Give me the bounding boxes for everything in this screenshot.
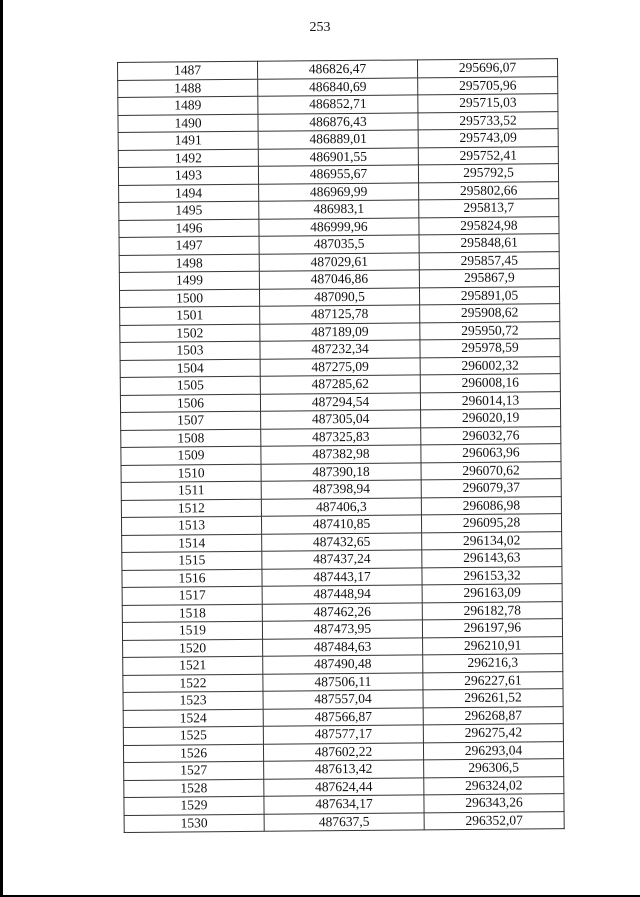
x-coordinate-cell: 487046,86 — [259, 270, 419, 289]
y-coordinate-cell: 296153,32 — [422, 566, 562, 585]
y-coordinate-cell: 295950,72 — [420, 321, 560, 340]
x-coordinate-cell: 486969,99 — [259, 182, 419, 201]
x-coordinate-cell: 487294,54 — [260, 392, 420, 411]
x-coordinate-cell: 487406,3 — [261, 497, 421, 516]
x-coordinate-cell: 487090,5 — [259, 287, 419, 306]
y-coordinate-cell: 296163,09 — [422, 584, 562, 603]
x-coordinate-cell: 487506,11 — [263, 672, 423, 691]
y-coordinate-cell: 295715,03 — [418, 94, 558, 113]
y-coordinate-cell: 295792,5 — [418, 164, 558, 183]
y-coordinate-cell: 295696,07 — [417, 59, 557, 78]
point-number-cell: 1503 — [120, 341, 260, 360]
y-coordinate-cell: 296095,28 — [421, 514, 561, 533]
x-coordinate-cell: 487232,34 — [260, 340, 420, 359]
point-number-cell: 1517 — [122, 586, 262, 605]
y-coordinate-cell: 295743,09 — [418, 129, 558, 148]
point-number-cell: 1487 — [118, 61, 258, 80]
y-coordinate-cell: 296275,42 — [423, 724, 563, 743]
point-number-cell: 1496 — [119, 219, 259, 238]
x-coordinate-cell: 487577,17 — [263, 725, 423, 744]
x-coordinate-cell: 487490,48 — [263, 655, 423, 674]
point-number-cell: 1500 — [119, 289, 259, 308]
y-coordinate-cell: 296324,02 — [424, 776, 564, 795]
y-coordinate-cell: 295813,7 — [419, 199, 559, 218]
point-number-cell: 1523 — [123, 691, 263, 710]
point-number-cell: 1520 — [123, 639, 263, 658]
y-coordinate-cell: 296343,26 — [424, 794, 564, 813]
point-number-cell: 1490 — [118, 114, 258, 133]
y-coordinate-cell: 296086,98 — [421, 496, 561, 515]
y-coordinate-cell: 296002,32 — [420, 356, 560, 375]
x-coordinate-cell: 487189,09 — [260, 322, 420, 341]
x-coordinate-cell: 486999,96 — [259, 217, 419, 236]
y-coordinate-cell: 295752,41 — [418, 146, 558, 165]
x-coordinate-cell: 487624,44 — [264, 777, 424, 796]
x-coordinate-cell: 486840,69 — [258, 77, 418, 96]
point-number-cell: 1521 — [123, 656, 263, 675]
x-coordinate-cell: 487613,42 — [264, 760, 424, 779]
point-number-cell: 1507 — [121, 411, 261, 430]
x-coordinate-cell: 487275,09 — [260, 357, 420, 376]
y-coordinate-cell: 296020,19 — [421, 409, 561, 428]
point-number-cell: 1494 — [119, 184, 259, 203]
x-coordinate-cell: 487437,24 — [262, 550, 422, 569]
x-coordinate-cell: 487410,85 — [261, 515, 421, 534]
point-number-cell: 1509 — [121, 446, 261, 465]
point-number-cell: 1530 — [124, 814, 264, 833]
y-coordinate-cell: 295908,62 — [420, 304, 560, 323]
x-coordinate-cell: 487462,26 — [262, 602, 422, 621]
y-coordinate-cell: 296197,96 — [422, 619, 562, 638]
point-number-cell: 1524 — [123, 709, 263, 728]
x-coordinate-cell: 487432,65 — [262, 532, 422, 551]
point-number-cell: 1498 — [119, 254, 259, 273]
point-number-cell: 1491 — [118, 131, 258, 150]
point-number-cell: 1514 — [122, 534, 262, 553]
y-coordinate-cell: 295978,59 — [420, 339, 560, 358]
point-number-cell: 1518 — [122, 604, 262, 623]
x-coordinate-cell: 487285,62 — [260, 375, 420, 394]
y-coordinate-cell: 296182,78 — [422, 601, 562, 620]
x-coordinate-cell: 487390,18 — [261, 462, 421, 481]
y-coordinate-cell: 296261,52 — [423, 689, 563, 708]
x-coordinate-cell: 487029,61 — [259, 252, 419, 271]
y-coordinate-cell: 296032,76 — [421, 426, 561, 445]
table-row — [124, 811, 564, 832]
x-coordinate-cell: 487448,94 — [262, 585, 422, 604]
point-number-cell: 1508 — [121, 429, 261, 448]
x-coordinate-cell: 487637,5 — [264, 812, 424, 831]
y-coordinate-cell: 296216,3 — [423, 654, 563, 673]
x-coordinate-cell: 487035,5 — [259, 235, 419, 254]
point-number-cell: 1515 — [122, 551, 262, 570]
y-coordinate-cell: 296063,96 — [421, 444, 561, 463]
point-number-cell: 1528 — [124, 779, 264, 798]
x-coordinate-cell: 487125,78 — [260, 305, 420, 324]
page-number: 253 — [309, 20, 331, 35]
x-coordinate-cell: 487325,83 — [261, 427, 421, 446]
y-coordinate-cell: 295848,61 — [419, 234, 559, 253]
y-coordinate-cell: 296306,5 — [424, 759, 564, 778]
y-coordinate-cell: 295867,9 — [419, 269, 559, 288]
y-coordinate-cell: 296352,07 — [424, 811, 564, 830]
y-coordinate-cell: 296293,04 — [423, 741, 563, 760]
y-coordinate-cell: 296227,61 — [423, 671, 563, 690]
point-number-cell: 1527 — [124, 761, 264, 780]
point-number-cell: 1488 — [118, 79, 258, 98]
y-coordinate-cell: 295705,96 — [418, 76, 558, 95]
scan-edge-mark — [0, 0, 3, 897]
y-coordinate-cell: 295802,66 — [419, 181, 559, 200]
point-number-cell: 1501 — [120, 306, 260, 325]
x-coordinate-cell: 486955,67 — [258, 165, 418, 184]
point-number-cell: 1499 — [119, 271, 259, 290]
point-number-cell: 1489 — [118, 96, 258, 115]
point-number-cell: 1512 — [121, 499, 261, 518]
point-number-cell: 1504 — [120, 359, 260, 378]
x-coordinate-cell: 487443,17 — [262, 567, 422, 586]
point-number-cell: 1519 — [122, 621, 262, 640]
point-number-cell: 1510 — [121, 464, 261, 483]
x-coordinate-cell: 487382,98 — [261, 445, 421, 464]
y-coordinate-cell: 295733,52 — [418, 111, 558, 130]
x-coordinate-cell: 487473,95 — [262, 620, 422, 639]
x-coordinate-cell: 487602,22 — [263, 742, 423, 761]
x-coordinate-cell: 487484,63 — [263, 637, 423, 656]
x-coordinate-cell: 487398,94 — [261, 480, 421, 499]
y-coordinate-cell: 296070,62 — [421, 461, 561, 480]
point-number-cell: 1492 — [118, 149, 258, 168]
coordinates-table — [117, 58, 565, 833]
y-coordinate-cell: 296008,16 — [420, 374, 560, 393]
x-coordinate-cell: 486889,01 — [258, 130, 418, 149]
point-number-cell: 1511 — [121, 481, 261, 500]
x-coordinate-cell: 487557,04 — [263, 690, 423, 709]
point-number-cell: 1497 — [119, 236, 259, 255]
x-coordinate-cell: 486901,55 — [258, 147, 418, 166]
point-number-cell: 1493 — [118, 166, 258, 185]
x-coordinate-cell: 486983,1 — [259, 200, 419, 219]
y-coordinate-cell: 296079,37 — [421, 479, 561, 498]
point-number-cell: 1525 — [123, 726, 263, 745]
coordinates-table-container — [117, 58, 564, 833]
point-number-cell: 1502 — [120, 324, 260, 343]
point-number-cell: 1513 — [121, 516, 261, 535]
x-coordinate-cell: 486876,43 — [258, 112, 418, 131]
y-coordinate-cell: 296268,87 — [423, 706, 563, 725]
y-coordinate-cell: 295857,45 — [419, 251, 559, 270]
point-number-cell: 1529 — [124, 796, 264, 815]
x-coordinate-cell: 487305,04 — [261, 410, 421, 429]
table-body — [118, 59, 565, 833]
y-coordinate-cell: 296014,13 — [420, 391, 560, 410]
y-coordinate-cell: 295891,05 — [419, 286, 559, 305]
point-number-cell: 1506 — [120, 394, 260, 413]
x-coordinate-cell: 486852,71 — [258, 95, 418, 114]
point-number-cell: 1526 — [123, 744, 263, 763]
x-coordinate-cell: 487634,17 — [264, 795, 424, 814]
point-number-cell: 1522 — [123, 674, 263, 693]
y-coordinate-cell: 296210,91 — [423, 636, 563, 655]
x-coordinate-cell: 486826,47 — [257, 60, 417, 79]
point-number-cell: 1516 — [122, 569, 262, 588]
y-coordinate-cell: 296143,63 — [422, 549, 562, 568]
y-coordinate-cell: 295824,98 — [419, 216, 559, 235]
point-number-cell: 1495 — [119, 201, 259, 220]
x-coordinate-cell: 487566,87 — [263, 707, 423, 726]
y-coordinate-cell: 296134,02 — [422, 531, 562, 550]
point-number-cell: 1505 — [120, 376, 260, 395]
